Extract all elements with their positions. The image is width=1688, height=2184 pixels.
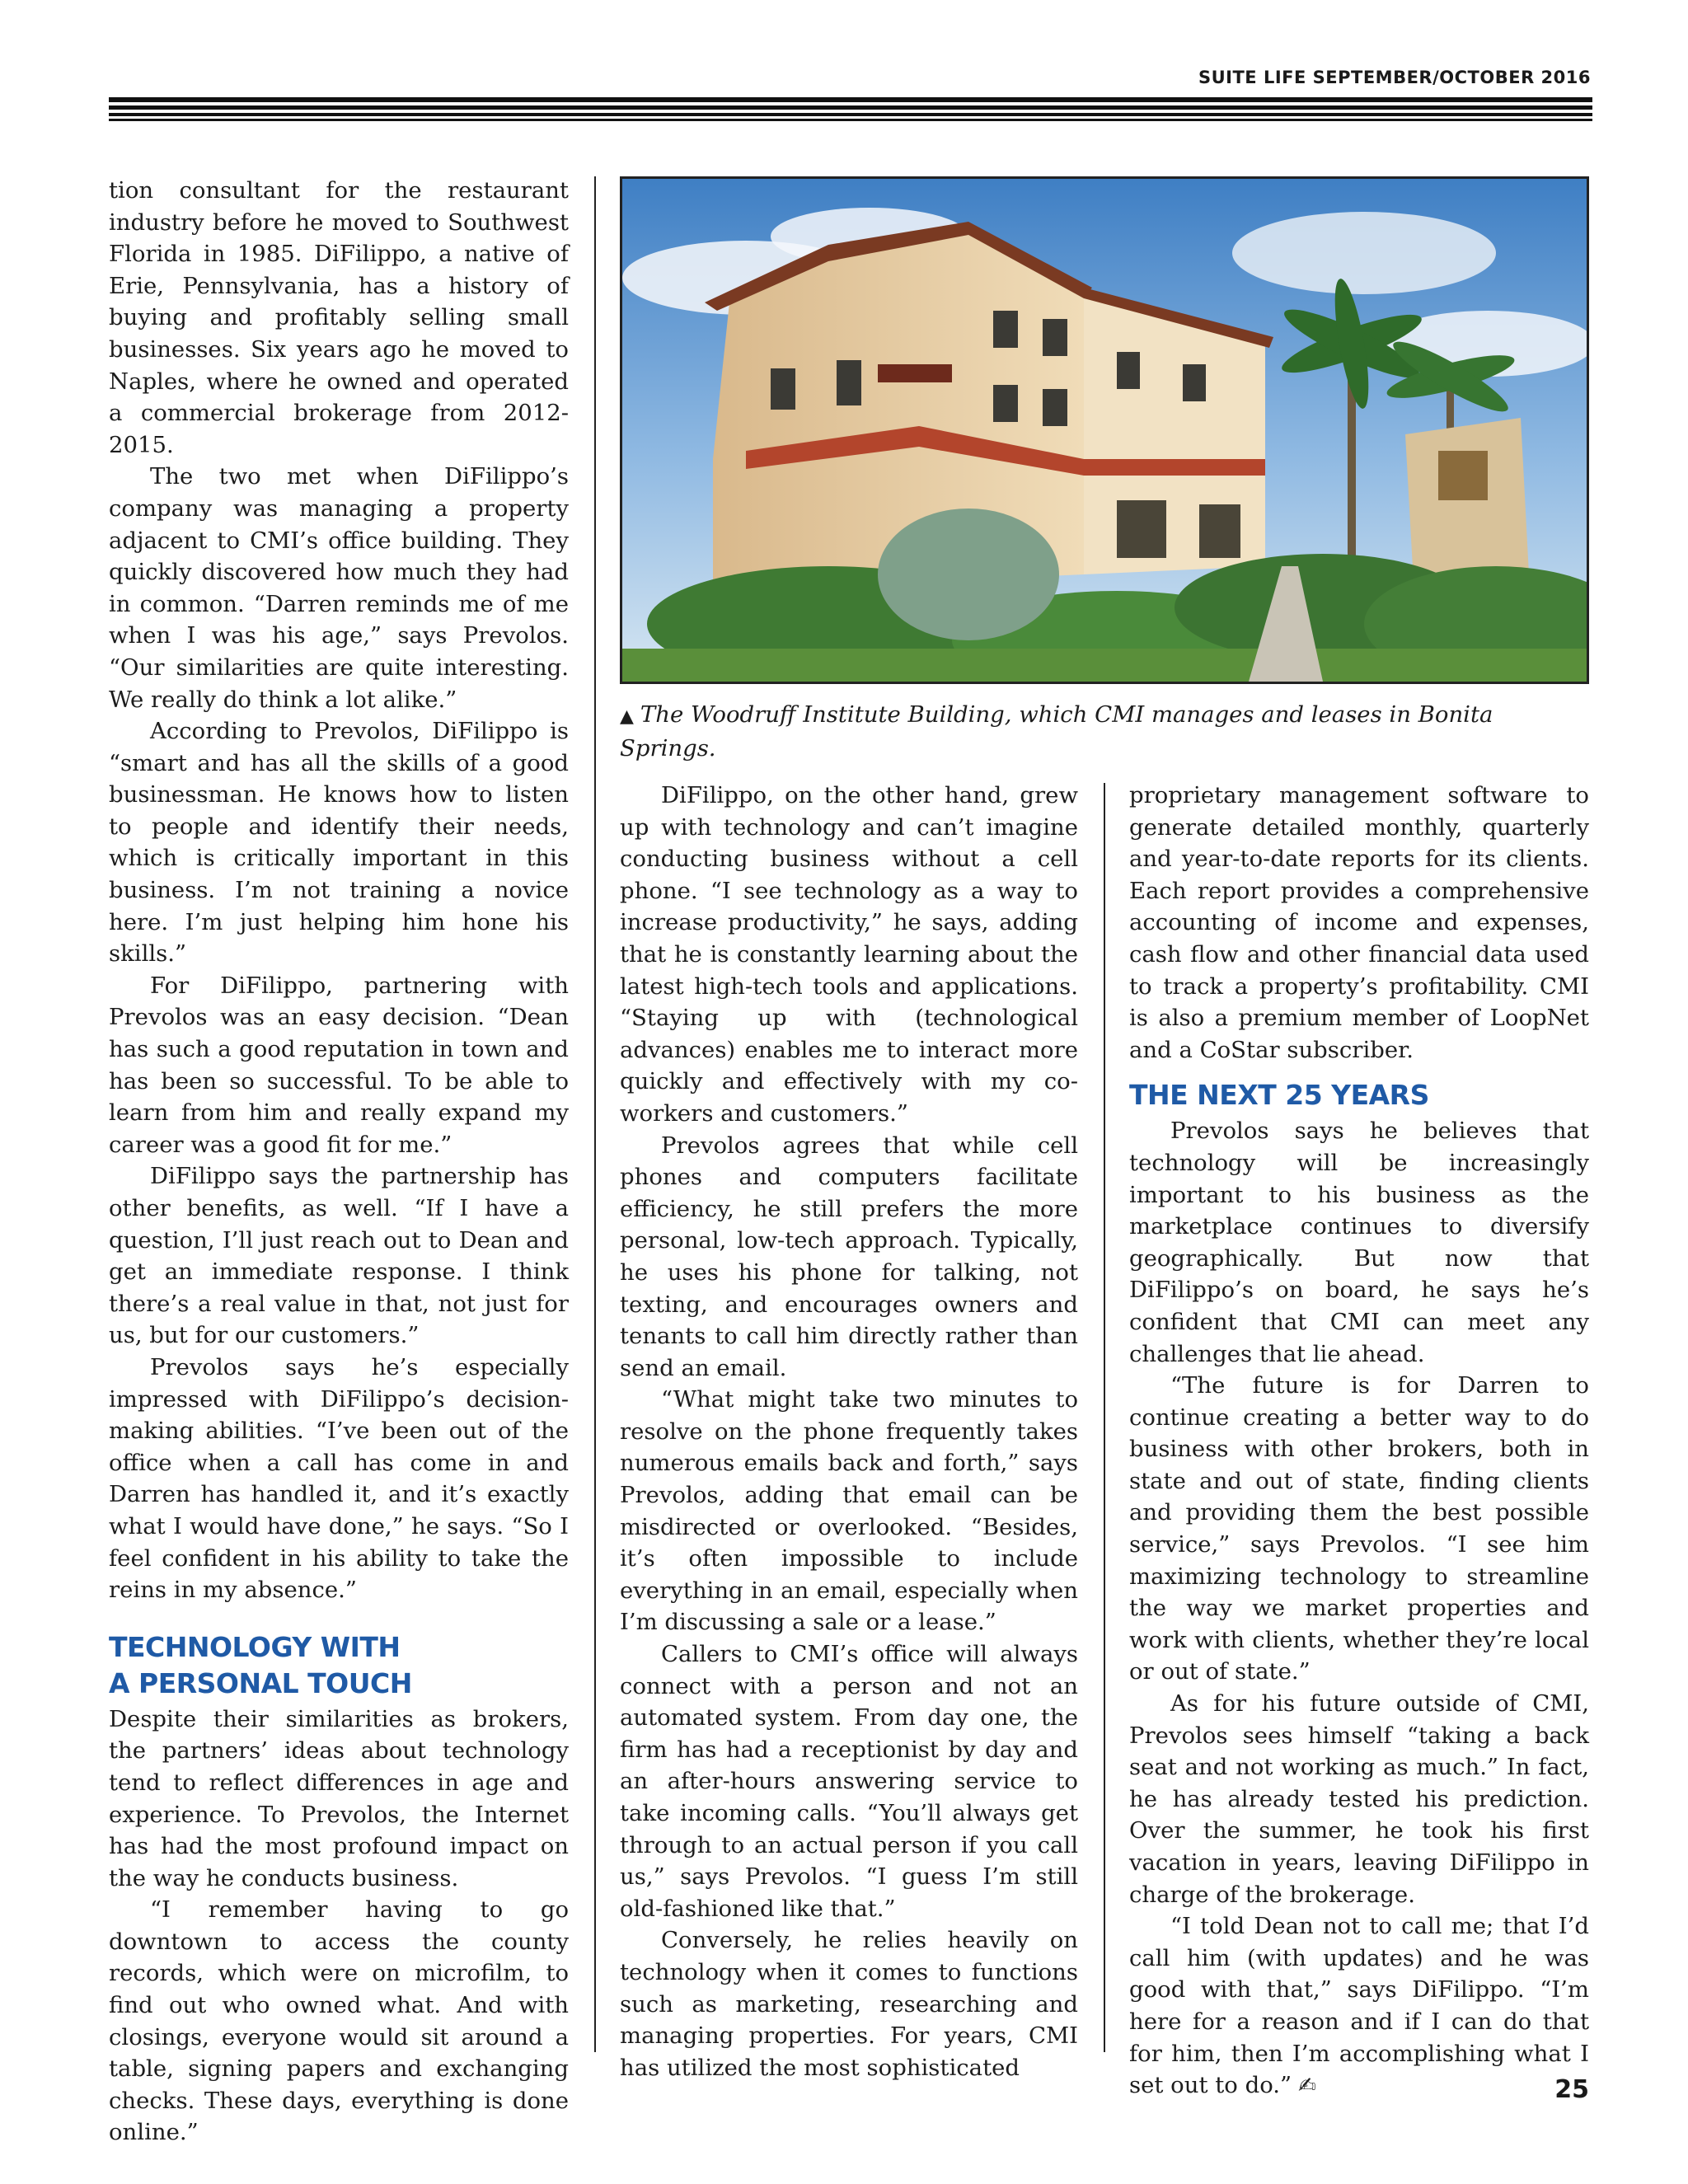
running-head: SUITE LIFE SEPTEMBER/OCTOBER 2016 [1198, 68, 1591, 87]
paragraph: Despite their similarities as brokers, the partners’ ideas about technology tend to reflect differences in age and experience. To Prevolos, the Internet has had the most profound impact on the way he conducts business. [109, 1705, 569, 1891]
paragraph: DiFilippo, on the other hand, grew up with technology and can’t imagine conducting business without a cell phone. “I see technology as a way to increase productivity,” he says, adding that he is constantly learning about the latest high-tech tools and applications. “Staying up with (technological advances) enables me to interact more quickly and effectively with my co-workers and customers.” [620, 782, 1078, 1127]
paragraph: For DiFilippo, partnering with Prevolos was an easy decision. “Dean has such a good reputation in town and has been so successful. To be able to learn from him and really expand my career was a good fit for me.” [109, 972, 569, 1158]
paragraph: “What might take two minutes to resolve on the phone frequently takes numerous emails back and forth,” says Prevolos, adding that email can be misdirected or overlooked. “Besides, it’s often impossible to include everything in an email, especially when I’m discussing a sale or a lease.” [620, 1386, 1078, 1636]
column-divider [594, 176, 596, 2052]
heading-line: TECHNOLOGY WITH [109, 1630, 401, 1663]
heading-line: A PERSONAL TOUCH [109, 1666, 412, 1699]
paragraph-text: “I told Dean not to call me; that I’d call him (with updates) and he was good with that,” says DiFilippo. “I’m here for a reason and if I can do that for him, then I’m accomplishing what I set out to do.” [1129, 1913, 1589, 2099]
paragraph: Prevolos agrees that while cell phones and computers facilitate efficiency, he still prefers the more personal, low-tech approach. Typically, he uses his phone for talking, not texting, and encourages owners and tenants to call him directly rather than send an email. [620, 1132, 1078, 1381]
paragraph: Callers to CMI’s office will always connect with a person and not an automated system. From day one, the firm has had a receptionist by day and an after-hours answering service to take incoming calls. “You’ll always get through to an actual person if you call us,” says Prevolos. “I guess I’m still old-fashioned like that.” [620, 1641, 1078, 1922]
paragraph: According to Prevolos, DiFilippo is “smart and has all the skills of a good businessman. He knows how to listen to people and identify their needs, which is critically important in this business. I’m not training a novice here. I’m just helping him hone his skills.” [109, 718, 569, 968]
section-heading-technology [109, 1629, 569, 1702]
paragraph: As for his future outside of CMI, Prevolos sees himself “taking a back seat and not working as much.” In fact, he has already tested his prediction. Over the summer, he took his first vacation in years, leaving DiFilippo in charge of the brokerage. [1129, 1690, 1589, 1908]
paragraph [1129, 1910, 1589, 2102]
paragraph: proprietary management software to generate detailed monthly, quarterly and year-to-date reports for its clients. Each report provides a comprehensive accounting of income and expenses, cash flow and other financial data used to track a property’s profitability. CMI is also a premium member of LoopNet and a CoStar subscriber. [1129, 782, 1589, 1063]
caption-triangle-icon: ▲ [620, 706, 634, 727]
paragraph: Prevolos says he’s especially impressed with DiFilippo’s decision-making abilities. “I’ve been out of the office when a call has come in and Darren has handled it, and it’s exactly what I would have done,” he says. “So I feel confident in his ability to take the reins in my absence.” [109, 1353, 569, 1604]
caption-text: The Woodruff Institute Building, which CMI manages and leases in Bonita Springs. [620, 701, 1493, 762]
paragraph: “I remember having to go downtown to access the county records, which were on microfilm, to find out who owned what. And with closings, everyone would sit around a table, signing papers and exchanging checks. These days, everything is done online.” [109, 1896, 569, 2146]
column-divider [1104, 783, 1105, 2052]
paragraph: The two met when DiFilippo’s company was managing a property adjacent to CMI’s office building. They quickly discovered how much they had in common. “Darren reminds me of me when I was his age,” says Prevolos. “Our similarities are quite interesting. We really do think a lot alike.” [109, 463, 569, 713]
paragraph: “The future is for Darren to continue creating a better way to do business with other brokers, both in state and out of state, finding clients and providing them the best possible service,” says Prevolos. “I see him maximizing technology to streamline the way we market properties and work with clients, whether they’re local or out of state.” [1129, 1372, 1589, 1685]
column-2 [620, 780, 1078, 2083]
section-heading-next-25-years: THE NEXT 25 YEARS [1129, 1079, 1429, 1112]
building-photo [620, 176, 1589, 684]
paragraph: DiFilippo says the partnership has other benefits, as well. “If I have a question, I’ll just reach out to Dean and get an immediate response. I think there’s a real value in that, not just for us, but for our customers.” [109, 1163, 569, 1349]
paragraph: tion consultant for the restaurant industry before he moved to Southwest Florida in 1985. DiFilippo, a native of Erie, Pennsylvania, has a history of buying and profitably selling small businesses. Six years ago he moved to Naples, where he owned and operated a commercial brokerage from 2012-2015. [109, 177, 569, 458]
page-number: 25 [1554, 2075, 1589, 2104]
column-3 [1129, 780, 1589, 2102]
column-1 [109, 175, 569, 2149]
paragraph: Conversely, he relies heavily on technology when it comes to functions such as marketing, researching and managing properties. For years, CMI has utilized the most sophisticated [620, 1927, 1078, 2081]
end-mark-icon: ✍ [1298, 2074, 1316, 2099]
photo-caption [620, 699, 1589, 764]
paragraph: Prevolos says he believes that technology will be increasingly important to his business as the marketplace continues to diversify geographically. But now that DiFilippo’s on board, he says he’s confident that CMI can meet any challenges that lie ahead. [1129, 1118, 1589, 1367]
